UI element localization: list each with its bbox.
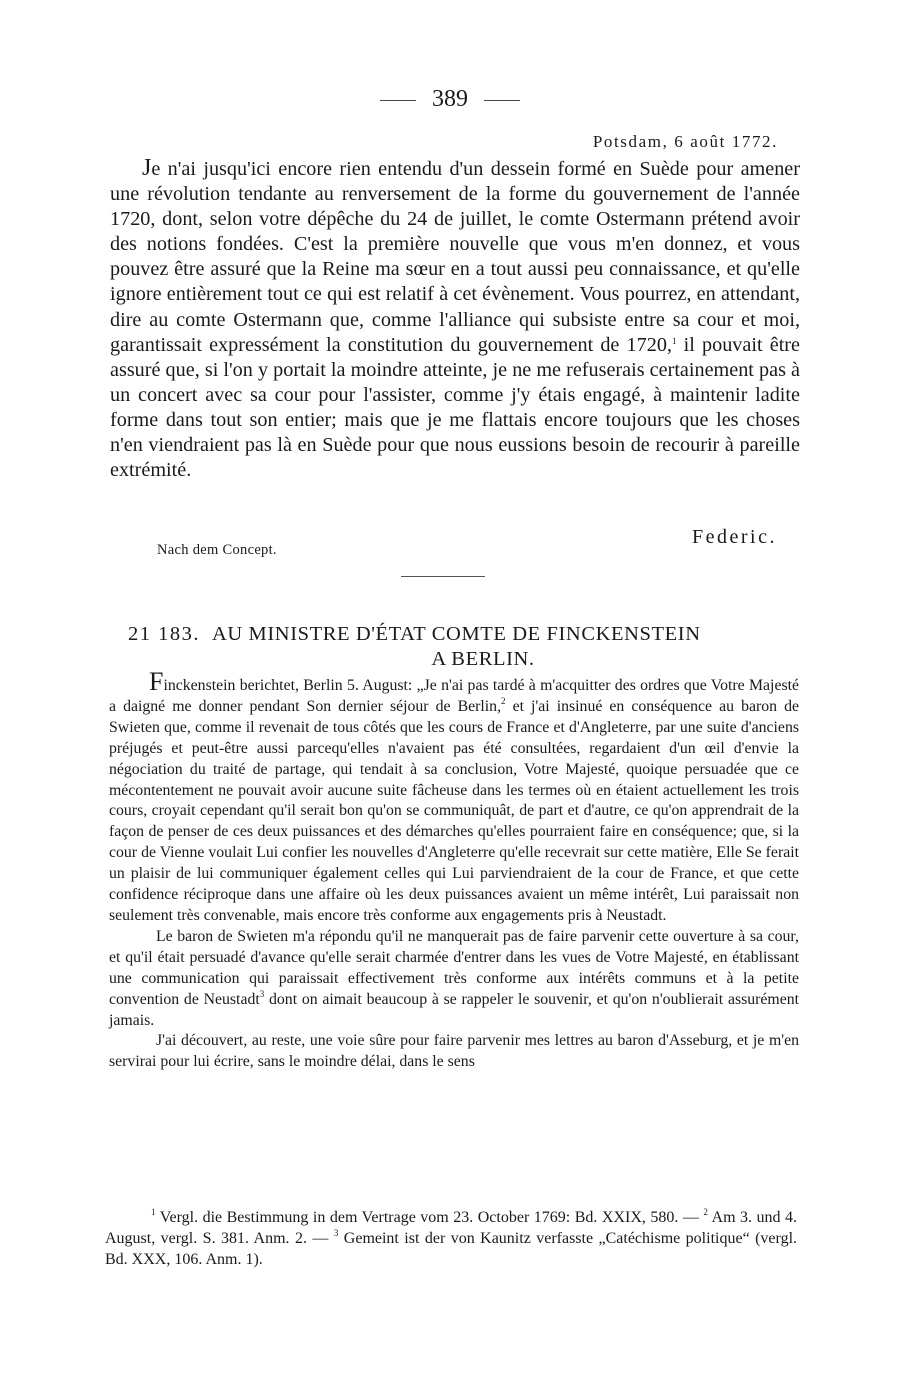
footnote-text-1: Vergl. die Bestimmung in dem Vertrage vom 23. October 1769: Bd. XXIX, 580. — [159, 1209, 704, 1226]
footnote-ref-2: 2 [501, 695, 506, 706]
page-header [0, 86, 900, 113]
letter-signature: Federic. [692, 526, 777, 548]
section-body [109, 667, 800, 1073]
footnote-ref-1: 1 [671, 335, 677, 346]
body-p2-part1: Le baron de Swieten m'a répondu qu'il ne manquerait pas de faire parvenir cette ouverture à sa cour, et qu'il était persuadé d'avance qu'elle serait charmée d'entrer dans les vues de Votre Majesté, en établissant une communication qui paraissait effectivement très conforme aux intérêts communs et à la petite convention de Neustadt [109, 927, 799, 1008]
section-number: 21 183. [128, 623, 200, 645]
body-p1-part1: inckenstein berichtet, Berlin 5. August: „Je n'ai pas tardé à m'acquitter des ordres que Votre Majesté a daigné me donner pendant Son dernier séjour de Berlin, [109, 677, 799, 715]
footnote-marker-1: 1 [151, 1207, 156, 1217]
body-p2-part2: dont on aimait beaucoup à se rappeler le souvenir, et qu'on n'oublierait assurément jamais. [109, 990, 800, 1029]
source-note: Nach dem Concept. [157, 542, 277, 558]
body-paragraph-2 [109, 927, 799, 1032]
letter-text-part2: il pouvait être assuré que, si l'on y portait la moindre atteinte, je ne me refuserais certainement pas à un concert avec sa cour pour l'assister, comme j'y étais engagé, à maintenir ladite forme dans tout son entier; mais que je me flattais encore toujours que les choses n'en viendraient pas là en Suède pour que nous eussions besoin de recourir à pareille extrémité. [110, 333, 800, 482]
footnotes [105, 1208, 797, 1271]
body-initial: F [149, 667, 164, 696]
section-title-line2: A BERLIN. [431, 648, 535, 670]
letter-paragraph [110, 156, 800, 483]
footnote-marker-2: 2 [703, 1207, 708, 1217]
footnote-ref-3: 3 [259, 988, 265, 999]
section-title-line1: AU MINISTRE D'ÉTAT COMTE DE FINCKENSTEIN [212, 623, 701, 645]
footnote-text-3: Gemeint ist der von Kaunitz verfasste „Catéchisme politique“ (vergl. Bd. XXX, 106. Anm. 1). [105, 1229, 798, 1268]
page-number: 389 [432, 86, 468, 112]
footnote-block [105, 1208, 797, 1271]
header-dash-right [484, 100, 520, 101]
letter-body [110, 156, 800, 483]
section-heading [128, 622, 788, 672]
section-divider [401, 576, 485, 577]
body-p1-part2: et j'ai insinué en conséquence au baron de Swieten que, comme il revenait de tous côtés que les cours de France et d'Angleterre, par une suite d'anciens préjugés et peut-être aussi parcequ'elles n'avaient pas été consultées, regardaient d'un œil d'envie la négociation du traité de partage, qui tendait à sa conclusion, Votre Majesté, quoique persuadée que ce mécontentement ne pouvait avoir aucune suite fâcheuse dans les termes où en étaient actuellement les trois cours, croyait cependant qu'il serait bon qu'on se communiquât, de part et d'autre, ce qu'on apprendrait de la façon de penser de ces deux puissances et des démarches qu'elles pourraient faire en conséquence; que, si la cour de Vienne voulait Lui confier les nouvelles d'Angleterre qu'elle recevrait sur cette matière, Elle Se ferait un plaisir de lui communiquer également celles qui Lui parviendraient de la cour de France, et que cette confidence réciproque dans une affaire où les deux puissances avaient un même intérêt, Lui paraissait non seulement très convenable, mais encore très conforme aux engagements pris à Neustadt. [109, 697, 800, 924]
footnote-marker-3: 3 [333, 1227, 339, 1238]
body-paragraph-1 [109, 667, 800, 927]
letter-initial: J [142, 155, 152, 181]
letter-place-date: Potsdam, 6 août 1772. [592, 132, 778, 151]
letter-text-part1: e n'ai jusqu'ici encore rien entendu d'un dessein formé en Suède pour amener une révolution tendante au renversement de la forme du gouvernement de l'année 1720, dont, selon votre dépêche du 24 de juillet, le comte Ostermann prétend avoir des notions fondées. C'est la première nouvelle que vous m'en donnez, et vous pouvez être assuré que la Reine ma sœur en a tout aussi peu connaissance, et qu'elle ignore entièrement tout ce qui est relatif à cet évènement. Vous pourrez, en attendant, dire au comte Ostermann que, comme l'alliance qui subsiste entre sa cour et moi, garantissait expressément la constitution du gouvernement de 1720, [110, 158, 800, 356]
header-dash-left [380, 100, 416, 101]
body-paragraph-3: J'ai découvert, au reste, une voie sûre pour faire parvenir mes lettres au baron d'Asseburg, et je m'en servirai pour lui écrire, sans le moindre délai, dans le sens [109, 1032, 799, 1071]
footnote-text-2: Am 3. und 4. August, vergl. S. 381. Anm. 2. — [105, 1209, 798, 1247]
